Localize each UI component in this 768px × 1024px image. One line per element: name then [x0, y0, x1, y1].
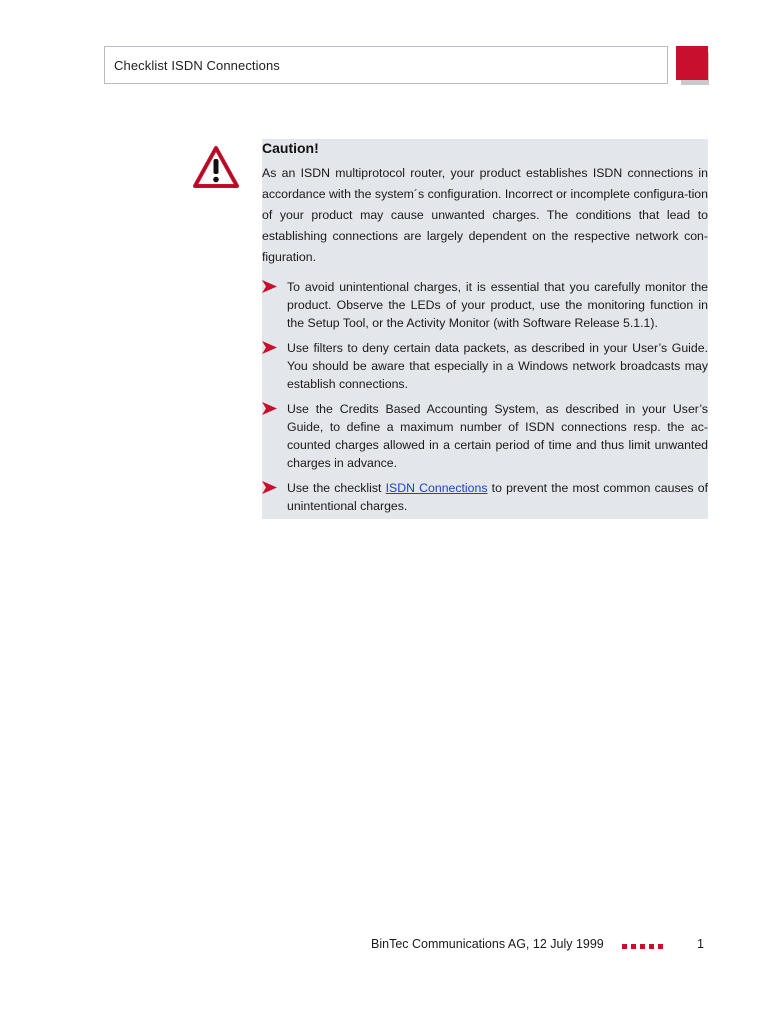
bullet-item-monitor — [262, 278, 708, 332]
footer-dot — [640, 944, 645, 949]
footer-dots — [622, 944, 663, 949]
warning-triangle-icon — [193, 145, 239, 191]
bullet-text: Use the Credits Based Accounting System, as described in your User’s Guide, to define a maximum number of ISDN connections resp. the ac-counted charges allowed in a certain period of time and thus limit unwanted charges in advance. — [287, 402, 708, 470]
bullet-text: To avoid unintentional charges, it is essential that you carefully monitor the product. Observe the LEDs of your product, use the monitoring function in the Setup Tool, or the Activity Monitor (with Software Release 5.1.1). — [287, 280, 708, 330]
page-number: 1 — [697, 937, 704, 951]
caution-title: Caution! — [262, 140, 319, 156]
bullet-text: Use filters to deny certain data packets, as described in your User’s Guide. You should be aware that especially in a Windows network broadcasts may establish connections. — [287, 341, 708, 391]
isdn-connections-link[interactable]: ISDN Connections — [385, 481, 488, 495]
footer-dot — [622, 944, 627, 949]
bullet-item-credits — [262, 400, 708, 472]
arrow-bullet-icon — [262, 280, 277, 293]
header-title: Checklist ISDN Connections — [114, 58, 280, 73]
bullet-item-filters — [262, 339, 708, 393]
footer-dot — [649, 944, 654, 949]
bullet-item-checklist — [262, 479, 708, 515]
caution-bullet-list — [262, 278, 708, 522]
header-red-square — [676, 46, 708, 80]
footer-text: BinTec Communications AG, 12 July 1999 — [371, 937, 604, 951]
footer-dot — [658, 944, 663, 949]
bullet-text-after: to prevent the most common causes of unintentional charges. — [287, 481, 708, 513]
arrow-bullet-icon — [262, 402, 277, 415]
header-box — [104, 46, 668, 84]
arrow-bullet-icon — [262, 341, 277, 354]
arrow-bullet-icon — [262, 481, 277, 494]
caution-intro: As an ISDN multiprotocol router, your product establishes ISDN connections in accordance with the system´s configuration. Incorrect or incomplete configura-tion of your product may cause unwanted charges. The conditions that lead to establishing connections are largely dependent on the respective network con-figuration. — [262, 166, 708, 264]
bullet-text-before: Use the checklist — [287, 481, 386, 495]
footer-dot — [631, 944, 636, 949]
